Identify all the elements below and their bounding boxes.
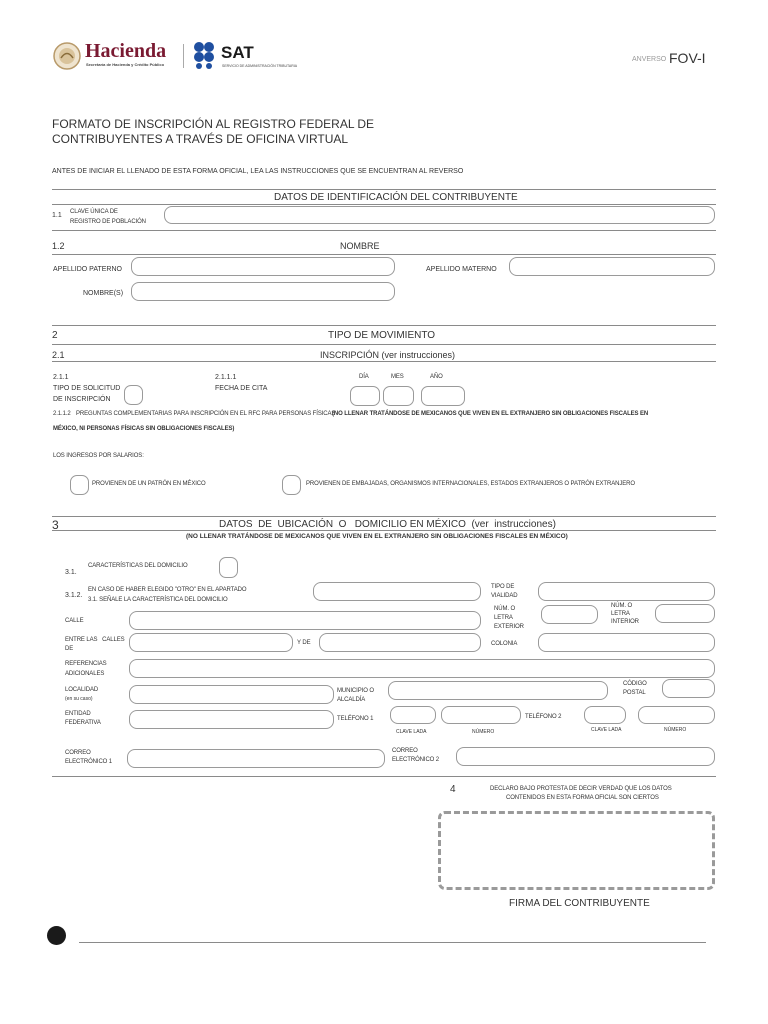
side-label: ANVERSO <box>632 56 667 63</box>
divider <box>52 344 716 345</box>
telefono2-lada-field[interactable] <box>584 706 626 724</box>
tipo-solicitud-box[interactable] <box>124 385 143 405</box>
colonia-field[interactable] <box>538 633 715 652</box>
opt2-checkbox[interactable] <box>282 475 301 495</box>
entre-label-2: DE <box>65 646 74 652</box>
num-2-1: 2.1 <box>52 350 65 360</box>
divider <box>52 776 716 777</box>
correo2-field[interactable] <box>456 747 715 766</box>
section4-num: 4 <box>450 784 456 795</box>
otro-label-2: 3.1. SEÑALE LA CARACTERÍSTICA DEL DOMICILIO <box>88 597 228 603</box>
opt1-checkbox[interactable] <box>70 475 89 495</box>
tipo-solicitud-2: DE INSCRIPCIÓN <box>53 396 111 403</box>
entre-calle-2-field[interactable] <box>319 633 481 652</box>
municipio-2: ALCALDÍA <box>337 697 366 703</box>
telefono1-label: TELÉFONO 1 <box>337 716 374 722</box>
curp-field[interactable] <box>164 206 715 224</box>
footer-line <box>79 942 706 943</box>
correo1-2: ELECTRÓNICO 1 <box>65 759 113 765</box>
referencias-1: REFERENCIAS <box>65 661 107 667</box>
cp-1: CÓDIGO <box>623 681 647 687</box>
localidad-sub: (en su caso) <box>65 696 93 702</box>
num-3-1: 3.1. <box>65 569 77 576</box>
preguntas-label: PREGUNTAS COMPLEMENTARIAS PARA INSCRIPCIÓN EN EL RFC PARA PERSONAS FÍSICAS <box>76 411 336 417</box>
correo1-1: CORREO <box>65 750 91 756</box>
ingresos-label: LOS INGRESOS POR SALARIOS: <box>53 453 144 459</box>
divider <box>52 254 716 255</box>
otro-field[interactable] <box>313 582 481 601</box>
entre-label-1: ENTRE LAS CALLES <box>65 637 125 643</box>
dia-field[interactable] <box>350 386 380 406</box>
tipo-solicitud-1: TIPO DE SOLICITUD <box>53 385 121 392</box>
referencias-2: ADICIONALES <box>65 671 105 677</box>
section3-title: DATOS DE UBICACIÓN O DOMICILIO EN MÉXICO (ver instrucciones) <box>219 519 556 530</box>
num-ext-3: EXTERIOR <box>494 624 524 630</box>
correo2-2: ELECTRÓNICO 2 <box>392 757 440 763</box>
sat-dots-icon <box>193 41 221 69</box>
logo-divider <box>183 44 184 68</box>
num-ext-2: LETRA <box>494 615 513 621</box>
municipio-field[interactable] <box>388 681 608 700</box>
telefono2-lada-label: CLAVE LADA <box>591 727 622 733</box>
num-int-3: INTERIOR <box>611 619 639 625</box>
calle-label: CALLE <box>65 618 84 624</box>
num-2-1-1-1: 2.1.1.1 <box>215 374 237 381</box>
fecha-cita-label: FECHA DE CITA <box>215 385 268 392</box>
tipo-vialidad-field[interactable] <box>538 582 715 601</box>
firma-label: FIRMA DEL CONTRIBUYENTE <box>509 898 650 909</box>
y-de-label: Y DE <box>297 640 311 646</box>
divider <box>52 530 716 531</box>
inscripcion-label: INSCRIPCIÓN (ver instrucciones) <box>320 350 456 360</box>
mes-label: MES <box>391 374 404 380</box>
num-int-2: LETRA <box>611 611 630 617</box>
form-title-line2: CONTRIBUYENTES A TRAVÉS DE OFICINA VIRTUAL <box>52 132 349 146</box>
divider <box>52 361 716 362</box>
sat-logo-sub: SERVICIO DE ADMINISTRACIÓN TRIBUTARIA <box>222 64 298 68</box>
telefono1-numero-field[interactable] <box>441 706 521 724</box>
telefono2-numero-field[interactable] <box>638 706 715 724</box>
opt2-label: PROVIENEN DE EMBAJADAS, ORGANISMOS INTERNACIONALES, ESTADOS EXTRANJEROS O PATRÓN EXTRANJERO <box>306 481 635 487</box>
section3-num: 3 <box>52 518 59 532</box>
anio-field[interactable] <box>421 386 465 406</box>
preguntas-bold-2: MÉXICO, NI PERSONAS FÍSICAS SIN OBLIGACIONES FISCALES) <box>53 426 235 432</box>
num-int-field[interactable] <box>655 604 715 623</box>
cp-2: POSTAL <box>623 690 646 696</box>
nombres-field[interactable] <box>131 282 395 301</box>
apellido-paterno-label: APELLIDO PATERNO <box>53 266 122 273</box>
num-ext-field[interactable] <box>541 605 598 624</box>
divider <box>52 189 716 190</box>
section2-num: 2 <box>52 330 58 341</box>
num-3-1-2: 3.1.2. <box>65 592 83 599</box>
telefono2-label: TELÉFONO 2 <box>525 714 562 720</box>
apellido-paterno-field[interactable] <box>131 257 395 276</box>
section1-title: DATOS DE IDENTIFICACIÓN DEL CONTRIBUYENTE <box>274 192 518 203</box>
section2-title: TIPO DE MOVIMIENTO <box>328 330 436 341</box>
entidad-1: ENTIDAD <box>65 711 91 717</box>
divider <box>52 230 716 231</box>
sat-logo-text: SAT <box>221 43 254 62</box>
entidad-2: FEDERATIVA <box>65 720 101 726</box>
curp-label-1: CLAVE ÚNICA DE <box>70 209 118 215</box>
num-1-2: 1.2 <box>52 241 65 251</box>
entre-calle-1-field[interactable] <box>129 633 293 652</box>
telefono2-numero-label: NÚMERO <box>664 727 687 733</box>
divider <box>52 516 716 517</box>
num-2-1-1-2: 2.1.1.2 <box>53 411 71 417</box>
telefono1-lada-label: CLAVE LADA <box>396 729 427 735</box>
preguntas-bold-1: (NO LLENAR TRATÁNDOSE DE MEXICANOS QUE VIVEN EN EL EXTRANJERO SIN OBLIGACIONES FISCALES EN <box>332 411 649 417</box>
declaro-1: DECLARO BAJO PROTESTA DE DECIR VERDAD QUE LOS DATOS <box>490 786 672 792</box>
tipo-vialidad-1: TIPO DE <box>491 584 515 590</box>
correo2-1: CORREO <box>392 748 418 754</box>
entidad-field[interactable] <box>129 710 334 729</box>
section3-subtitle: (NO LLENAR TRATÁNDOSE DE MEXICANOS QUE VIVEN EN EL EXTRANJERO SIN OBLIGACIONES FISCALES EN MÉXICO) <box>186 533 568 540</box>
form-code: FOV-I <box>669 50 706 66</box>
nombre-title: NOMBRE <box>340 241 380 251</box>
apellido-materno-label: APELLIDO MATERNO <box>426 266 497 273</box>
referencias-field[interactable] <box>129 659 715 678</box>
num-2-1-1: 2.1.1 <box>53 374 69 381</box>
num-1-1: 1.1 <box>52 212 62 219</box>
divider <box>52 204 716 205</box>
telefono1-numero-label: NÚMERO <box>472 729 495 735</box>
hacienda-logo-text: Hacienda <box>85 40 167 62</box>
firma-box[interactable] <box>438 811 715 890</box>
telefono1-lada-field[interactable] <box>390 706 436 724</box>
localidad-label: LOCALIDAD <box>65 687 99 693</box>
correo1-field[interactable] <box>127 749 385 768</box>
localidad-field[interactable] <box>129 685 334 704</box>
hacienda-logo <box>52 40 177 72</box>
declaro-2: CONTENIDOS EN ESTA FORMA OFICIAL SON CIERTOS <box>506 795 659 801</box>
form-title <box>52 117 374 147</box>
dia-label: DÍA <box>359 374 369 380</box>
calle-field[interactable] <box>129 611 481 630</box>
divider <box>52 325 716 326</box>
num-int-1: NÚM. O <box>611 603 633 609</box>
municipio-1: MUNICIPIO O <box>337 688 374 694</box>
instructions-notice: ANTES DE INICIAR EL LLENADO DE ESTA FORMA OFICIAL, LEA LAS INSTRUCCIONES QUE SE ENCUENTRAN AL REVERSO <box>52 168 464 175</box>
opt1-label: PROVIENEN DE UN PATRÓN EN MÉXICO <box>92 481 206 487</box>
num-ext-1: NÚM. O <box>494 606 516 612</box>
page-marker-dot <box>47 926 66 945</box>
eagle-seal-icon <box>52 41 82 71</box>
caracteristicas-label: CARACTERÍSTICAS DEL DOMICILIO <box>88 563 188 569</box>
form-title-line1: FORMATO DE INSCRIPCIÓN AL REGISTRO FEDERAL DE <box>52 117 375 131</box>
colonia-label: COLONIA <box>491 641 518 647</box>
anio-label: AÑO <box>430 374 443 380</box>
cp-field[interactable] <box>662 679 715 698</box>
sat-logo <box>193 40 323 72</box>
nombres-label: NOMBRE(S) <box>83 290 124 297</box>
mes-field[interactable] <box>383 386 414 406</box>
curp-label-2: REGISTRO DE POBLACIÓN <box>70 219 146 225</box>
hacienda-logo-sub: Secretaría de Hacienda y Crédito Público <box>86 62 165 67</box>
otro-label-1: EN CASO DE HABER ELEGIDO "OTRO" EN EL APARTADO <box>88 587 247 593</box>
tipo-vialidad-2: VIALIDAD <box>491 593 518 599</box>
caracteristicas-box[interactable] <box>219 557 238 578</box>
apellido-materno-field[interactable] <box>509 257 715 276</box>
